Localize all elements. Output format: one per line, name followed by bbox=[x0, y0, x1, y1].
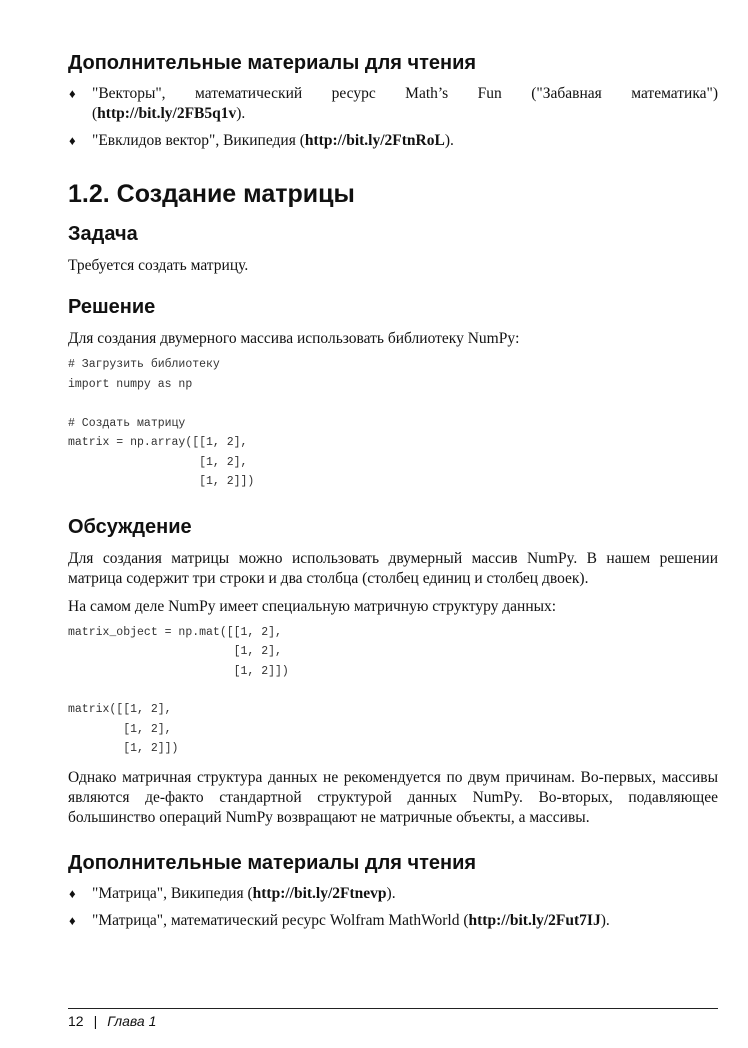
item-link[interactable]: http://bit.ly/2FB5q1v bbox=[97, 105, 237, 122]
solution-code: # Загрузить библиотеку import numpy as np # Создать матрицу matrix = np.array([[1, 2], [1, 2], [1, 2]]) bbox=[68, 358, 255, 488]
item-text: "Матрица", Википедия ( bbox=[92, 884, 253, 902]
discussion-code-2: matrix([[1, 2], [1, 2], [1, 2]]) bbox=[68, 703, 179, 755]
task-text: Требуется создать матрицу. bbox=[68, 257, 249, 274]
item-link[interactable]: http://bit.ly/2Ftnevp bbox=[252, 884, 387, 902]
bullet-icon: ♦ bbox=[69, 885, 76, 901]
discussion-para-2: На самом деле NumPy имеет специальную матричную структуру данных: bbox=[68, 597, 557, 615]
discussion-para-1: Для создания матрицы можно использовать двумерный массив NumPy. В нашем решении матрица содержит три строки и два столбца (столбец единиц и столбец двоек). bbox=[68, 549, 718, 587]
footer-chapter-label: Глава 1 bbox=[107, 1013, 157, 1029]
bullet-icon: ♦ bbox=[69, 912, 76, 928]
item-text: "Матрица", математический ресурс Wolfram MathWorld ( bbox=[92, 911, 469, 929]
solution-heading: Решение bbox=[68, 296, 156, 318]
solution-text: Для создания двумерного массива использовать библиотеку NumPy: bbox=[68, 330, 520, 347]
chapter-title: 1.2. Создание матрицы bbox=[68, 180, 355, 208]
list-item bbox=[68, 131, 718, 151]
list-item bbox=[68, 884, 718, 904]
item-text: "Евклидов вектор", Википедия ( bbox=[92, 132, 305, 149]
page-content bbox=[68, 50, 718, 931]
footer-separator: | bbox=[93, 1013, 98, 1029]
page-footer bbox=[68, 1008, 718, 1029]
bullet-icon: ♦ bbox=[69, 133, 76, 148]
reading-list-1 bbox=[68, 84, 718, 151]
item-link[interactable]: http://bit.ly/2Fut7IJ bbox=[468, 911, 601, 929]
item-tail: ). bbox=[444, 132, 454, 149]
reading-heading-1: Дополнительные материалы для чтения bbox=[68, 52, 477, 74]
list-item bbox=[68, 911, 718, 931]
reading-heading-2: Дополнительные материалы для чтения bbox=[68, 851, 477, 874]
page-number: 12 bbox=[68, 1013, 84, 1029]
discussion-para-3: Однако матричная структура данных не рекомендуется по двум причинам. Во-первых, массивы являются де-факто стандартной структурой данных NumPy. Во-вторых, подавляющее большинство операций NumPy возвращают не матричные объекты, а массивы. bbox=[68, 768, 718, 826]
item-text: "Векторы", математический ресурс Math’s Fun ("Забавная математика") ( bbox=[92, 85, 718, 122]
item-tail: ). bbox=[236, 105, 246, 122]
list-item bbox=[68, 84, 718, 124]
item-tail: ). bbox=[386, 884, 396, 902]
reading-list-2 bbox=[68, 884, 718, 931]
item-tail: ). bbox=[600, 911, 610, 929]
task-heading: Задача bbox=[68, 223, 138, 245]
discussion-code-1: matrix_object = np.mat([[1, 2], [1, 2], [1, 2]]) bbox=[68, 625, 289, 678]
discussion-heading: Обсуждение bbox=[68, 515, 192, 538]
bullet-icon: ♦ bbox=[69, 86, 76, 101]
item-link[interactable]: http://bit.ly/2FtnRoL bbox=[304, 132, 445, 149]
